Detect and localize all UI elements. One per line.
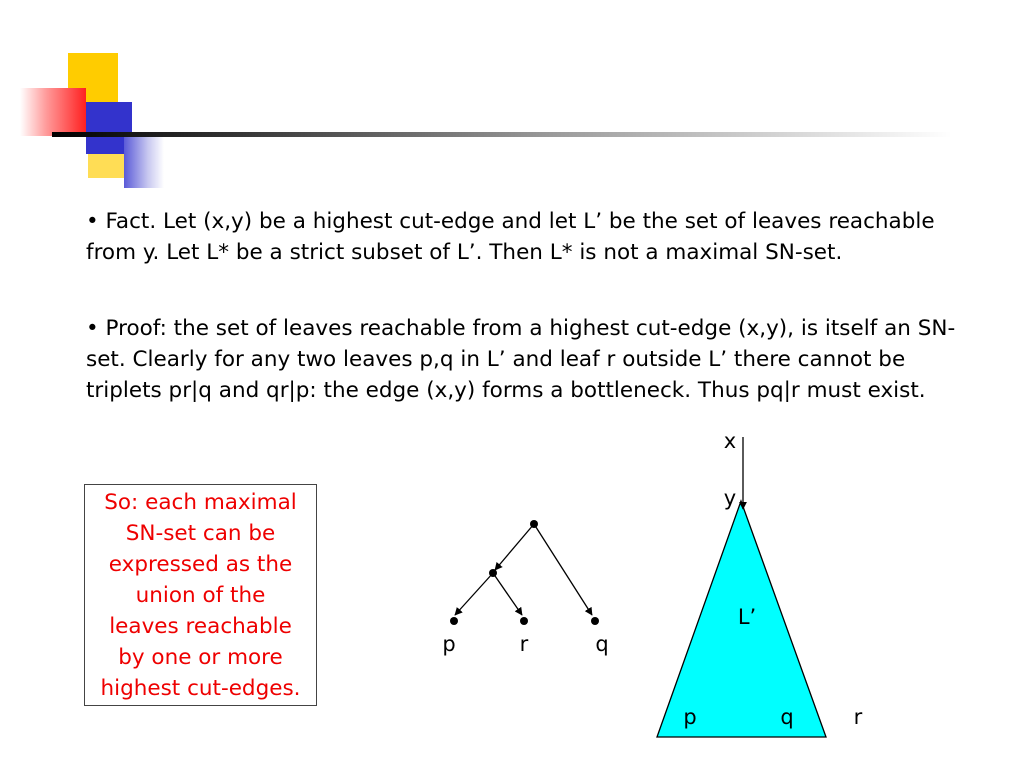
- edge-root-to-q: [534, 524, 592, 615]
- leaf-set-label: L’: [737, 605, 757, 629]
- tree-leaf-q-node: [591, 617, 599, 625]
- tree-leaf-r-node: [520, 617, 528, 625]
- edge-root-to-internal: [495, 524, 534, 570]
- tree-internal-node: [489, 569, 497, 577]
- conclusion-callout: So: each maximal SN-set can be expressed as the union of the leaves reachable by one or more highest cut-edges.: [84, 484, 317, 706]
- tree-leaf-q-label: q: [595, 632, 609, 656]
- edge-internal-to-p: [455, 573, 493, 615]
- outside-leaf-r-label: r: [853, 705, 863, 729]
- triangle-leaf-q-label: q: [780, 705, 794, 729]
- tree-leaf-p-label: p: [442, 632, 456, 656]
- node-y-label: y: [723, 486, 737, 510]
- tree-leaf-r-label: r: [519, 632, 529, 656]
- cut-edge-subtree: [657, 429, 863, 737]
- triangle-leaf-p-label: p: [683, 705, 697, 729]
- edge-internal-to-r: [493, 573, 522, 615]
- proof-paragraph: • Proof: the set of leaves reachable from a highest cut-edge (x,y), is itself an SN-set. Clearly for any two leaves p,q in L’ and leaf r outside L’ there cannot be triplets pr|q and qr|p: the edge (x,y) forms a bottleneck. Thus pq|r must exist.: [86, 316, 956, 403]
- fact-paragraph: • Fact. Let (x,y) be a highest cut-edge and let L’ be the set of leaves reachable from y. Let L* be a strict subset of L’. Then L* is not a maximal SN-set.: [86, 209, 935, 265]
- node-x-label: x: [723, 429, 737, 453]
- tree-root-node: [530, 520, 538, 528]
- tree-leaf-p-node: [450, 617, 458, 625]
- triplet-tree: [442, 520, 608, 656]
